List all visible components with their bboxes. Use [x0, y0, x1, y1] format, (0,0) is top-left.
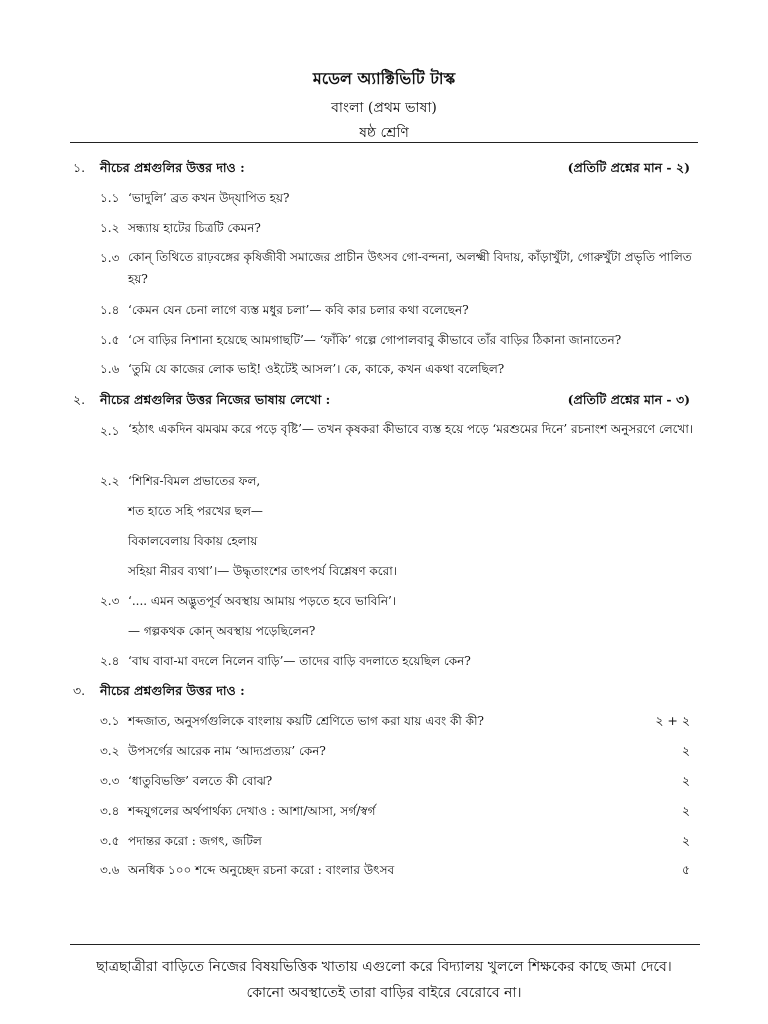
question-text: শব্দজাত, অনুসর্গগুলিকে বাংলায় কয়টি শ্রেণিতে ভাগ করা যায় এবং কী কী?	[128, 714, 484, 728]
section-title: নীচের প্রশ্নগুলির উত্তর দাও :	[100, 160, 245, 175]
question-number: ১.৩	[100, 251, 120, 265]
question-number: ১.৪	[100, 303, 120, 317]
question-number: ৩.৪	[100, 804, 120, 818]
question-number: ১.১	[100, 191, 120, 205]
question-text: ‘ধাতুবিভক্তি’ বলতে কী বোঝ?	[128, 774, 273, 788]
question-text: অনধিক ১০০ শব্দে অনুচ্ছেদ রচনা করো : বাংলার উৎসব	[128, 863, 395, 877]
question-marks: ২	[681, 803, 690, 818]
question-marks: ২	[681, 773, 690, 788]
section-title: নীচের প্রশ্নগুলির উত্তর দাও :	[100, 683, 245, 698]
section-number: ৩.	[73, 683, 86, 698]
question-marks: ২	[681, 743, 690, 758]
question-number: ২.১	[100, 424, 120, 438]
section-marks: (প্রতিটি প্রশ্নের মান - ৩)	[567, 392, 690, 407]
question-number: ২.২	[100, 474, 120, 488]
question-text: শব্দযুগলের অর্থপার্থক্য দেখাও : আশা/আসা, সর্গ/স্বর্গ	[128, 804, 376, 818]
question-text: ‘ভাদুলি’ ব্রত কখন উদ্‌যাপিত হয়?	[128, 191, 290, 205]
question-text: ‘তুমি যে কাজের লোক ভাই! ওইটেই আসল’। কে, কাকে, কখন একথা বলেছিল?	[128, 362, 505, 376]
section-marks: (প্রতিটি প্রশ্নের মান - ২)	[567, 160, 690, 175]
grade-title: ষষ্ঠ শ্রেণি	[359, 125, 409, 141]
question-number: ৩.৬	[100, 863, 120, 877]
footer-divider	[70, 944, 700, 945]
question-marks: ২	[681, 833, 690, 848]
question-number: ২.৪	[100, 654, 120, 668]
question-text: কোন্ তিথিতে রাঢ়বঙ্গের কৃষিজীবী সমাজের প্রাচীন উৎসব গো-বন্দনা, অলক্ষ্মী বিদায়, কাঁড়াখুঁটা, গোরুখুঁটা প্রভৃতি পালিত হয়?	[128, 250, 692, 286]
question-number: ১.৫	[100, 333, 120, 347]
document-title: মডেল অ্যাক্টিভিটি টাস্ক	[312, 69, 456, 88]
question-text: পদান্তর করো : জগৎ, জটিল	[128, 834, 262, 848]
section-number: ১.	[73, 160, 86, 175]
question-number: ১.৬	[100, 362, 120, 376]
verse-line: সহিয়া নীরব ব্যথা’।— উদ্ধৃতাংশের তাৎপর্য বিশ্লেষণ করো।	[128, 564, 397, 578]
question-text: ‘শিশির-বিমল প্রভাতের ফল,	[128, 474, 261, 488]
question-text: সন্ধ্যায় হাটের চিত্রটি কেমন?	[128, 221, 261, 235]
question-number: ৩.৩	[100, 774, 120, 788]
verse-line: শত হাতে সহি পরখের ছল—	[128, 504, 263, 518]
footer-instruction: কোনো অবস্থাতেই তারা বাড়ির বাইরে বেরোবে না।	[246, 985, 522, 1001]
question-marks: ৫	[681, 862, 690, 877]
question-number: ২.৩	[100, 594, 120, 608]
question-subline: — গল্পকথক কোন্ অবস্থায় পড়েছিলেন?	[128, 624, 316, 638]
question-text: ‘বাঘ বাবা-মা বদলে নিলেন বাড়ি’— তাদের বাড়ি বদলাতে হয়েছিল কেন?	[128, 654, 471, 668]
question-text: ‘হঠাৎ একদিন ঝমঝম করে পড়ে বৃষ্টি’— তখন কৃষকরা কীভাবে ব্যস্ত হয়ে পড়ে ‘মরশুমের দিনে’ রচনাংশ অনুসরণে লেখো।	[128, 422, 694, 436]
question-number: ৩.৫	[100, 834, 120, 848]
question-text: উপসর্গের আরেক নাম ‘আদ্যপ্রত্যয়’ কেন?	[128, 744, 326, 758]
footer-instruction: ছাত্রছাত্রীরা বাড়িতে নিজের বিষয়ভিত্তিক খাতায় এগুলো করে বিদ্যালয় খুললে শিক্ষকের কাছে জমা দেবে।	[96, 959, 672, 975]
question-number: ৩.১	[100, 714, 120, 728]
question-number: ১.২	[100, 221, 120, 235]
subject-title: বাংলা (প্রথম ভাষা)	[331, 100, 437, 116]
section-number: ২.	[73, 392, 86, 407]
header-divider	[70, 142, 698, 143]
question-text: ‘সে বাড়ির নিশানা হয়েছে আমগাছটি’— ‘ফাঁকি’ গল্পে গোপালবাবু কীভাবে তাঁর বাড়ির ঠিকানা জানাতেন?	[128, 333, 622, 347]
question-text: ‘.... এমন অদ্ভুতপূর্ব অবস্থায় আমায় পড়তে হবে ভাবিনি’।	[128, 594, 397, 608]
question-text: ‘কেমন যেন চেনা লাগে ব্যস্ত মধুর চলা’— কবি কার চলার কথা বলেছেন?	[128, 303, 469, 317]
section-title: নীচের প্রশ্নগুলির উত্তর নিজের ভাষায় লেখো :	[100, 392, 331, 407]
question-number: ৩.২	[100, 744, 120, 758]
verse-line: বিকালবেলায় বিকায় হেলায়	[128, 534, 258, 548]
question-marks: ২ + ২	[655, 713, 690, 728]
